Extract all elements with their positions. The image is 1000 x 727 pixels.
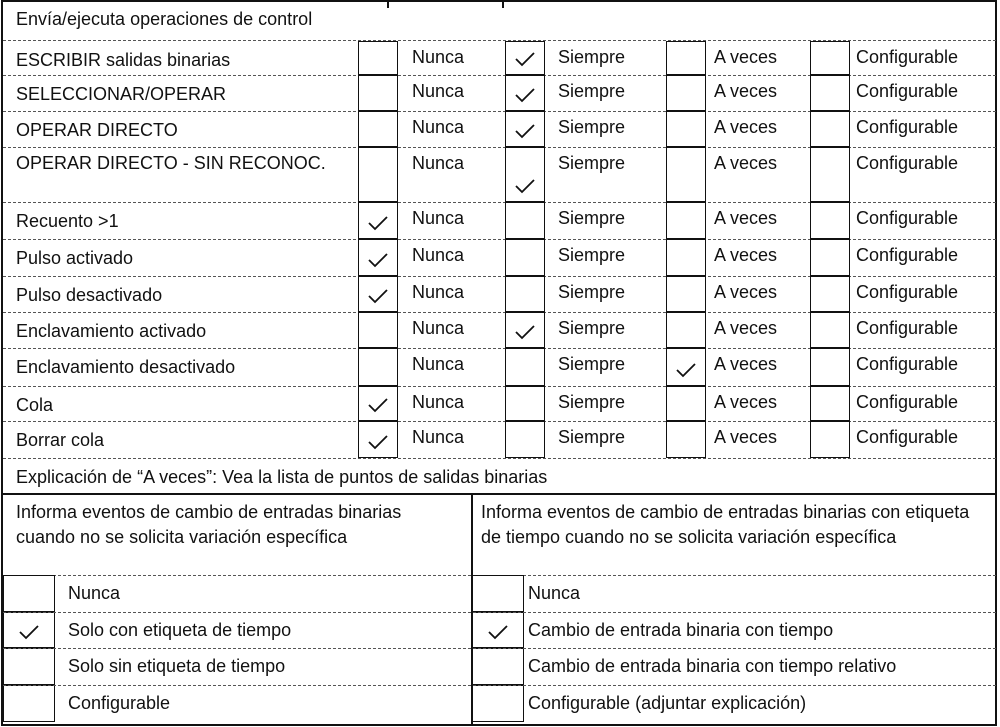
option-label-configurable: Configurable	[856, 117, 959, 137]
check-icon	[514, 86, 536, 104]
a-veces-explanation: Explicación de “A veces”: Vea la lista de puntos de salidas binarias	[16, 467, 548, 487]
option-label-nunca: Nunca	[412, 282, 465, 302]
row-label: ESCRIBIR salidas binarias	[16, 50, 231, 70]
checkbox-a-veces[interactable]	[666, 239, 706, 276]
row-label: Recuento >1	[16, 211, 119, 231]
check-icon	[367, 433, 389, 451]
checkbox-nunca[interactable]	[358, 147, 398, 202]
option-label-a-veces: A veces	[714, 354, 778, 374]
row-divider	[3, 458, 996, 459]
check-icon	[487, 623, 509, 641]
check-icon	[514, 177, 536, 195]
left-panel-option-label: Solo sin etiqueta de tiempo	[68, 656, 286, 676]
option-label-siempre: Siempre	[558, 427, 626, 447]
checkbox-configurable[interactable]	[810, 147, 850, 202]
option-label-siempre: Siempre	[558, 47, 626, 67]
left-panel-title: Informa eventos de cambio de entradas binarias cuando no se solicita variación específica	[16, 502, 402, 547]
checkbox-a-veces[interactable]	[666, 111, 706, 147]
row-label: Cola	[16, 395, 54, 415]
option-label-siempre: Siempre	[558, 81, 626, 101]
checkbox-a-veces[interactable]	[666, 276, 706, 312]
check-icon	[514, 122, 536, 140]
right-panel-checkbox[interactable]	[472, 685, 524, 722]
option-label-configurable: Configurable	[856, 427, 959, 447]
checkbox-a-veces[interactable]	[666, 386, 706, 421]
checkbox-siempre[interactable]	[505, 276, 545, 312]
option-label-nunca: Nunca	[412, 153, 465, 173]
right-panel-option-label: Cambio de entrada binaria con tiempo	[528, 620, 834, 640]
row-divider	[3, 685, 996, 686]
right-panel-title: Informa eventos de cambio de entradas binarias con etiqueta de tiempo cuando no se solicita variación específica	[481, 502, 970, 547]
checkbox-configurable[interactable]	[810, 421, 850, 458]
option-label-a-veces: A veces	[714, 117, 778, 137]
check-icon	[514, 323, 536, 341]
checkbox-configurable[interactable]	[810, 312, 850, 348]
row-label: Pulso activado	[16, 248, 134, 268]
option-label-siempre: Siempre	[558, 318, 626, 338]
option-label-nunca: Nunca	[412, 318, 465, 338]
checkbox-siempre[interactable]	[505, 239, 545, 276]
option-label-nunca: Nunca	[412, 208, 465, 228]
right-panel-option-label: Nunca	[528, 583, 581, 603]
right-panel-option-label: Cambio de entrada binaria con tiempo relativo	[528, 656, 897, 676]
left-panel-checkbox[interactable]	[3, 648, 55, 685]
option-label-configurable: Configurable	[856, 354, 959, 374]
check-icon	[367, 287, 389, 305]
checkbox-siempre[interactable]	[505, 421, 545, 458]
option-label-configurable: Configurable	[856, 392, 959, 412]
left-panel-option-label: Nunca	[68, 583, 121, 603]
checkbox-configurable[interactable]	[810, 386, 850, 421]
option-label-a-veces: A veces	[714, 427, 778, 447]
option-label-a-veces: A veces	[714, 318, 778, 338]
checkbox-a-veces[interactable]	[666, 202, 706, 239]
option-label-configurable: Configurable	[856, 208, 959, 228]
option-label-a-veces: A veces	[714, 47, 778, 67]
row-label: SELECCIONAR/OPERAR	[16, 84, 227, 104]
option-label-nunca: Nunca	[412, 427, 465, 447]
right-panel-option-label: Configurable (adjuntar explicación)	[528, 693, 807, 713]
checkbox-siempre[interactable]	[505, 348, 545, 386]
option-label-configurable: Configurable	[856, 318, 959, 338]
row-divider	[3, 493, 996, 495]
checkbox-configurable[interactable]	[810, 75, 850, 111]
option-label-a-veces: A veces	[714, 392, 778, 412]
option-label-nunca: Nunca	[412, 392, 465, 412]
option-label-configurable: Configurable	[856, 153, 959, 173]
checkbox-configurable[interactable]	[810, 239, 850, 276]
left-panel-checkbox[interactable]	[3, 575, 55, 612]
row-divider	[3, 612, 996, 613]
option-label-a-veces: A veces	[714, 245, 778, 265]
checkbox-a-veces[interactable]	[666, 147, 706, 202]
checkbox-nunca[interactable]	[358, 348, 398, 386]
option-label-siempre: Siempre	[558, 117, 626, 137]
option-label-siempre: Siempre	[558, 354, 626, 374]
option-label-configurable: Configurable	[856, 81, 959, 101]
checkbox-a-veces[interactable]	[666, 312, 706, 348]
checkbox-nunca[interactable]	[358, 111, 398, 147]
row-label: OPERAR DIRECTO - SIN RECONOC.	[16, 153, 326, 173]
checkbox-nunca[interactable]	[358, 41, 398, 75]
option-label-siempre: Siempre	[558, 245, 626, 265]
check-icon	[18, 623, 40, 641]
row-label: OPERAR DIRECTO	[16, 120, 178, 140]
checkbox-configurable[interactable]	[810, 348, 850, 386]
checkbox-configurable[interactable]	[810, 202, 850, 239]
row-label: Enclavamiento desactivado	[16, 357, 236, 377]
check-icon	[367, 251, 389, 269]
option-label-nunca: Nunca	[412, 245, 465, 265]
checkbox-siempre[interactable]	[505, 202, 545, 239]
option-label-nunca: Nunca	[412, 117, 465, 137]
row-label: Pulso desactivado	[16, 285, 163, 305]
option-label-siempre: Siempre	[558, 153, 626, 173]
checkbox-configurable[interactable]	[810, 276, 850, 312]
checkbox-nunca[interactable]	[358, 312, 398, 348]
checkbox-configurable[interactable]	[810, 111, 850, 147]
option-label-a-veces: A veces	[714, 81, 778, 101]
check-icon	[514, 50, 536, 68]
option-label-configurable: Configurable	[856, 245, 959, 265]
option-label-a-veces: A veces	[714, 208, 778, 228]
option-label-nunca: Nunca	[412, 354, 465, 374]
option-label-siempre: Siempre	[558, 208, 626, 228]
checkbox-a-veces[interactable]	[666, 421, 706, 458]
right-panel-checkbox[interactable]	[472, 575, 524, 612]
row-divider	[3, 648, 996, 649]
option-label-nunca: Nunca	[412, 81, 465, 101]
check-icon	[367, 396, 389, 414]
check-icon	[675, 361, 697, 379]
right-panel-checkbox[interactable]	[472, 648, 524, 685]
option-label-a-veces: A veces	[714, 282, 778, 302]
checkbox-siempre[interactable]	[505, 386, 545, 421]
checkbox-a-veces[interactable]	[666, 41, 706, 75]
row-label: Enclavamiento activado	[16, 321, 207, 341]
option-label-nunca: Nunca	[412, 47, 465, 67]
check-icon	[367, 214, 389, 232]
checkbox-configurable[interactable]	[810, 41, 850, 75]
option-label-configurable: Configurable	[856, 47, 959, 67]
checkbox-nunca[interactable]	[358, 75, 398, 111]
section-title: Envía/ejecuta operaciones de control	[16, 9, 313, 29]
row-label: Borrar cola	[16, 430, 105, 450]
option-label-siempre: Siempre	[558, 392, 626, 412]
option-label-siempre: Siempre	[558, 282, 626, 302]
option-label-configurable: Configurable	[856, 282, 959, 302]
checkbox-a-veces[interactable]	[666, 75, 706, 111]
option-label-a-veces: A veces	[714, 153, 778, 173]
left-panel-option-label: Configurable	[68, 693, 171, 713]
left-panel-checkbox[interactable]	[3, 685, 55, 722]
left-panel-option-label: Solo con etiqueta de tiempo	[68, 620, 292, 640]
